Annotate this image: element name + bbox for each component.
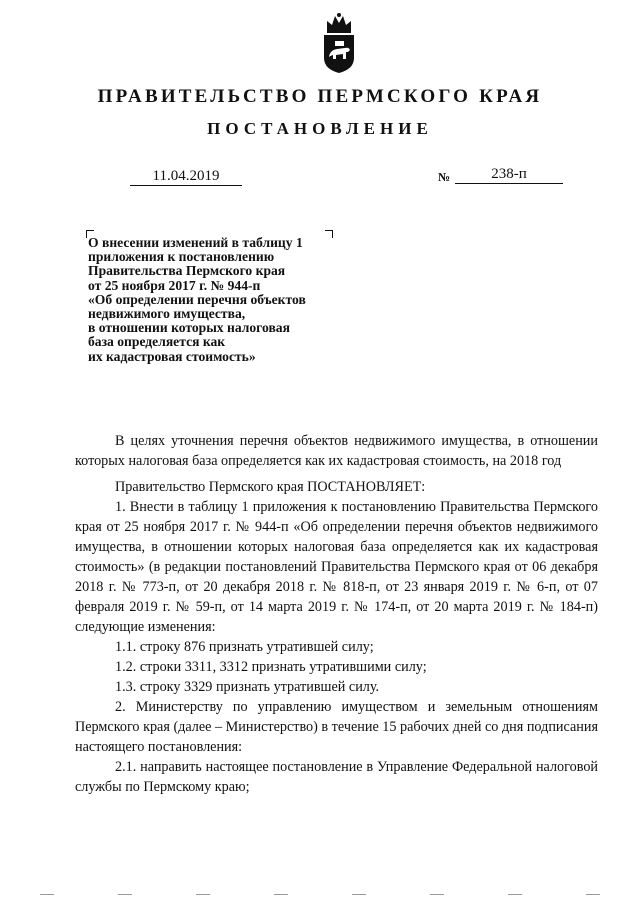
preamble-paragraph: В целях уточнения перечня объектов недвижимого имущества, в отношении которых налоговая база определяется как их кадастровая стоимость, на 2018 год [75,433,598,469]
clause-paragraph: 2.1. направить настоящее постановление в Управление Федеральной налоговой службы по Пермскому краю; [75,759,598,795]
scan-mark [196,894,210,895]
document-body [75,431,598,797]
scan-mark [274,894,288,895]
subject-line: недвижимого имущества, [88,306,246,322]
scan-mark [352,894,366,895]
clause-paragraph: 1.3. строку 3329 признать утратившей силу. [115,679,380,695]
subject-line: в отношении которых налоговая [88,320,290,336]
subject-line: «Об определении перечня объектов [88,291,306,307]
subject-line: приложения к постановлению [88,249,275,265]
subject-line: Правительства Пермского края [88,263,286,279]
clause-paragraph: 1.1. строку 876 признать утратившей силу; [115,639,374,655]
resolution-statement: Правительство Пермского края ПОСТАНОВЛЯЕТ: [115,479,426,495]
scan-mark [430,894,444,895]
document-subject [88,236,348,364]
subject-line: О внесении изменений в таблицу 1 [88,235,303,250]
government-title: ПРАВИТЕЛЬСТВО ПЕРМСКОГО КРАЯ [97,86,543,107]
number-sign: № [438,170,451,184]
scan-mark [40,894,54,895]
clause-paragraph: 1.2. строки 3311, 3312 признать утратившими силу; [115,659,427,675]
subject-line: от 25 ноября 2017 г. № 944-п [88,277,261,293]
subject-line: база определяется как [88,334,226,350]
scan-mark [508,894,522,895]
document-type-title: ПОСТАНОВЛЕНИЕ [207,119,433,138]
clause-paragraph: 1. Внести в таблицу 1 приложения к постановлению Правительства Пермского края от 25 ноября 2017 г. № 944-п «Об определении перечня объектов недвижимого имущества, в отношении которых налоговая база определяется как их кадастровая стоимость» (в редакции постановлений Правительства Пермского края от 06 декабря 2018 г. № 773-п, от 20 декабря 2018 г. № 818-п, от 23 января 2019 г. № 6-п, от 07 февраля 2019 г. № 59-п, от 14 марта 2019 г. № 174-п, от 20 марта 2019 г. № 184-п) следующие изменения: [75,499,598,635]
coat-of-arms-icon [318,12,360,74]
scan-mark [586,894,600,895]
clause-paragraph: 2. Министерству по управлению имуществом и земельным отношениям Пермского края (далее – Министерство) в течение 15 рабочих дней со дня подписания настоящего постановления: [75,699,598,755]
scan-edge-marks [40,894,600,900]
subject-line: их кадастровая стоимость» [88,348,256,364]
scan-mark [118,894,132,895]
document-date: 11.04.2019 [130,168,242,186]
document-number: 238-п [455,166,563,184]
